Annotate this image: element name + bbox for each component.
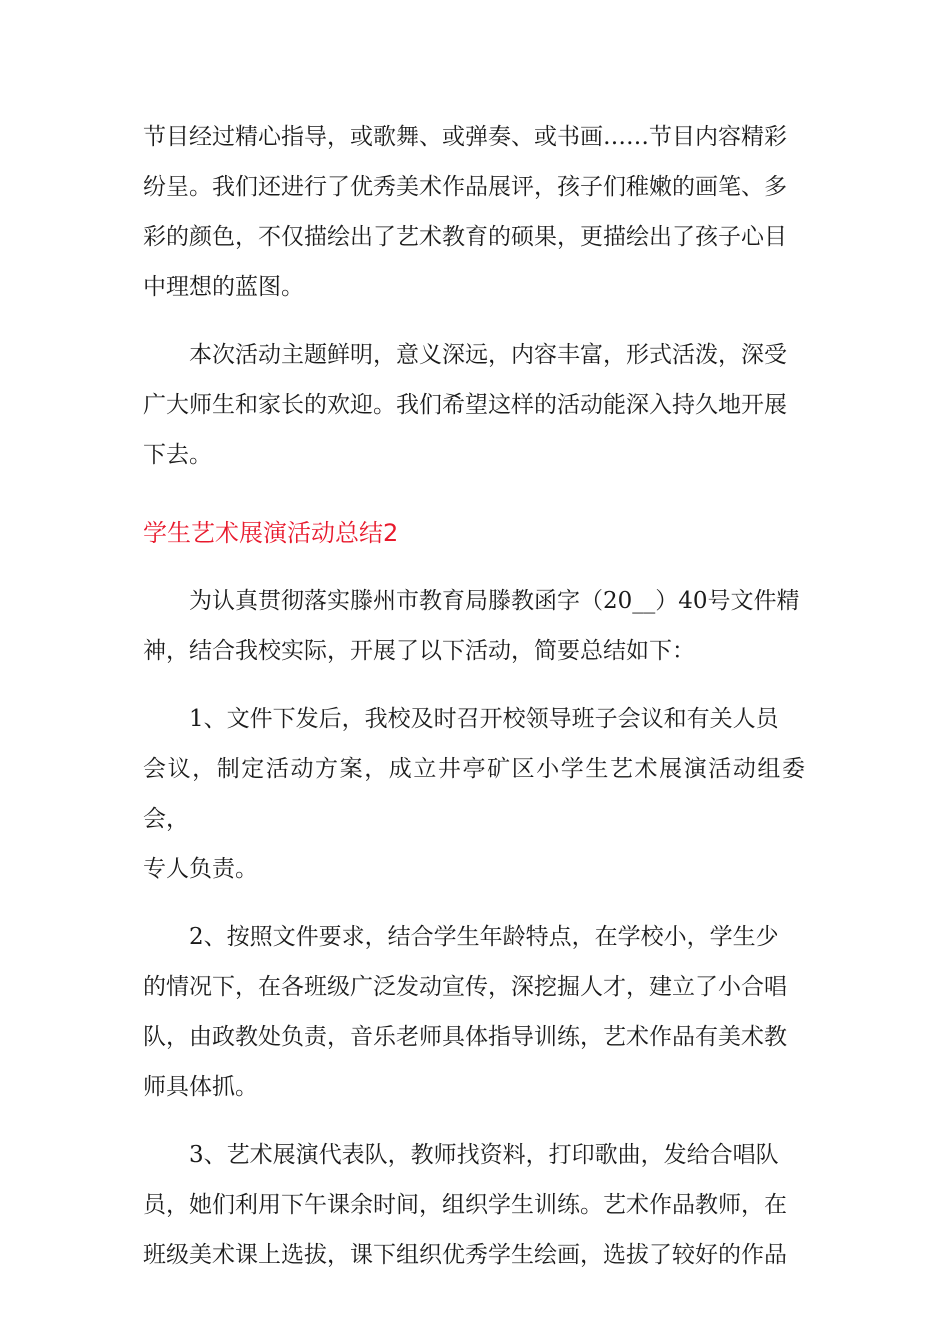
paragraph — [143, 694, 805, 894]
text-line: 为认真贯彻落实滕州市教育局滕教函字（20__）40号文件精 — [189, 588, 800, 614]
text-line: 队，由政教处负责，音乐老师具体指导训练，艺术作品有美术教 — [143, 1024, 787, 1050]
paragraph — [143, 576, 805, 676]
text-line: 员，她们利用下午课余时间，组织学生训练。艺术作品教师，在 — [143, 1192, 787, 1218]
paragraph — [143, 112, 805, 312]
text-line: 彩的颜色，不仅描绘出了艺术教育的硕果，更描绘出了孩子心目 — [143, 224, 787, 250]
text-line: 神，结合我校实际，开展了以下活动，简要总结如下： — [143, 638, 695, 664]
text-line: 本次活动主题鲜明，意义深远，内容丰富，形式活泼，深受 — [189, 342, 787, 368]
text-line: 2、按照文件要求，结合学生年龄特点，在学校小，学生少 — [189, 924, 779, 950]
paragraph — [143, 1130, 805, 1280]
text-line: 纷呈。我们还进行了优秀美术作品展评，孩子们稚嫩的画笔、多 — [143, 174, 787, 200]
text-line: 会议，制定活动方案，成立井亭矿区小学生艺术展演活动组委会， — [143, 756, 805, 832]
text-line: 节目经过精心指导，或歌舞、或弹奏、或书画……节目内容精彩 — [143, 124, 787, 150]
text-line: 班级美术课上选拔，课下组织优秀学生绘画，选拔了较好的作品 — [143, 1242, 787, 1268]
text-line: 1、文件下发后，我校及时召开校领导班子会议和有关人员 — [189, 706, 779, 732]
paragraph — [143, 330, 805, 480]
text-line: 中理想的蓝图。 — [143, 274, 304, 300]
text-line: 的情况下，在各班级广泛发动宣传，深挖掘人才，建立了小合唱 — [143, 974, 787, 1000]
text-line: 专人负责。 — [143, 856, 258, 882]
document-content — [143, 112, 805, 1298]
paragraph — [143, 912, 805, 1112]
text-line: 师具体抓。 — [143, 1074, 258, 1100]
text-line: 下去。 — [143, 442, 212, 468]
section-heading: 学生艺术展演活动总结2 — [143, 519, 399, 547]
text-line: 3、艺术展演代表队，教师找资料，打印歌曲，发给合唱队 — [189, 1142, 779, 1168]
text-line: 广大师生和家长的欢迎。我们希望这样的活动能深入持久地开展 — [143, 392, 787, 418]
